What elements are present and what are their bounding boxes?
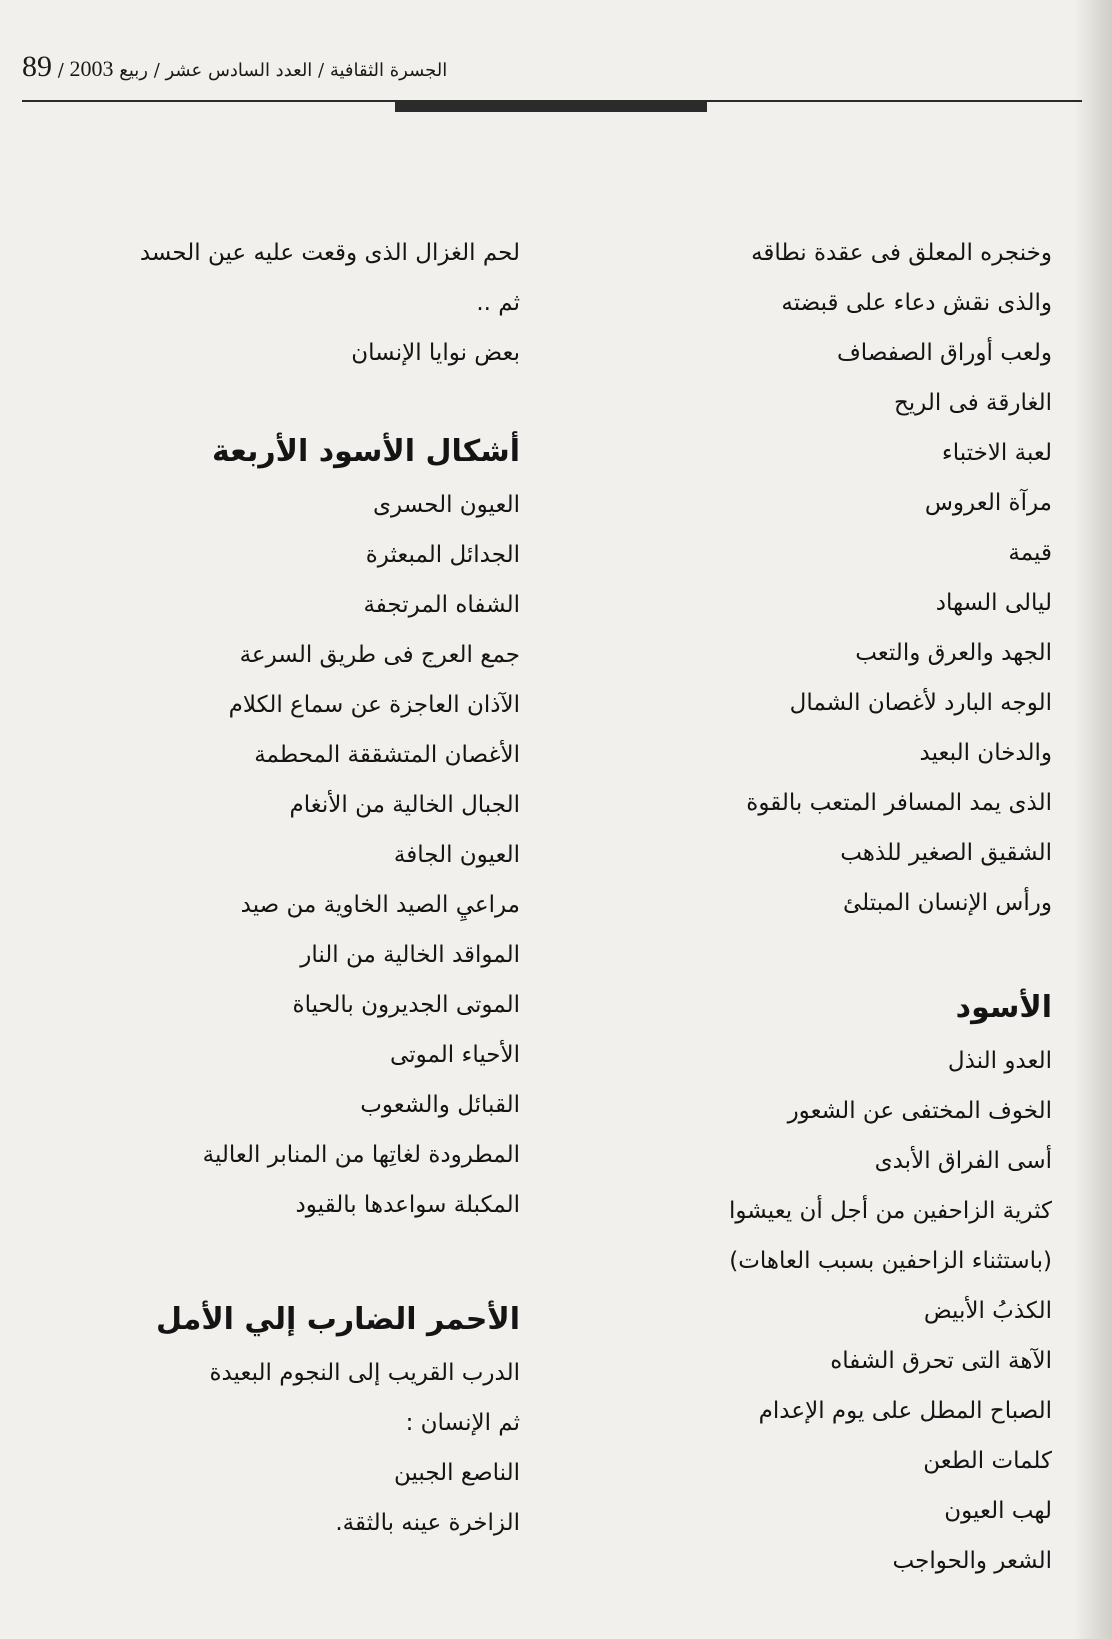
- page-number: 89: [22, 50, 52, 83]
- poem-line: كثرية الزاحفين من أجل أن يعيشوا: [728, 1198, 1052, 1224]
- poem-line: وخنجره المعلق فى عقدة نطاقه: [751, 240, 1052, 266]
- poem-line: مراعيِ الصيد الخاوية من صيد: [240, 892, 520, 918]
- poem-line: لهب العيون: [944, 1498, 1052, 1524]
- poem-line: ورأس الإنسان المبتلئ: [843, 890, 1052, 916]
- poem-line: ثم الإنسان :: [405, 1410, 520, 1436]
- poem-line: الأغصان المتشققة المحطمة: [254, 742, 520, 768]
- poem-line: الخوف المختفى عن الشعور: [787, 1098, 1052, 1124]
- poem-line: الجهد والعرق والتعب: [855, 640, 1052, 666]
- poem-line: الآذان العاجزة عن سماع الكلام: [228, 692, 520, 718]
- poem-line: الجدائل المبعثرة: [365, 542, 520, 568]
- page-edge-shadow: [1074, 0, 1112, 1639]
- poem-line: العيون الجافة: [393, 842, 520, 868]
- poem-line: الناصع الجبين: [393, 1460, 520, 1486]
- poem-line: الجبال الخالية من الأنغام: [289, 792, 520, 818]
- poem-line: الآهة التى تحرق الشفاه: [830, 1348, 1052, 1374]
- poem-stanza-intro: [582, 228, 1052, 928]
- poem-line: ثم ..: [476, 290, 520, 316]
- poem-line: بعض نوايا الإنسان: [351, 340, 520, 366]
- poem-line: الدرب القريب إلى النجوم البعيدة: [209, 1360, 520, 1386]
- poem-line: القبائل والشعوب: [360, 1092, 520, 1118]
- poem-line: الذى يمد المسافر المتعب بالقوة: [746, 790, 1052, 816]
- poem-line: العيون الحسرى: [373, 492, 520, 518]
- poem-line: الصباح المطل على يوم الإعدام: [758, 1398, 1052, 1424]
- section-heading-black: الأسود: [955, 990, 1052, 1025]
- poem-stanza-black: [582, 1036, 1052, 1586]
- journal-title: الجسرة الثقافية / العدد السادس عشر / ربيع: [119, 60, 448, 81]
- poem-stanza-red: [100, 1348, 520, 1548]
- poem-line: المطرودة لغاتِها من المنابر العالية: [202, 1142, 520, 1168]
- poem-stanza-four-blacks: [100, 480, 520, 1230]
- poem-line: الكذبُ الأبيض: [923, 1298, 1052, 1324]
- poem-line: أسى الفراق الأبدى: [874, 1148, 1052, 1174]
- right-column: [582, 228, 1052, 1586]
- poem-line: الزاخرة عينه بالثقة.: [335, 1510, 520, 1536]
- header-text: 89 / 2003 الجسرة الثقافية / العدد السادس عشر / ربيع: [22, 50, 448, 83]
- poem-line: الغارقة فى الريح: [893, 390, 1052, 416]
- section-heading-red: الأحمر الضارب إلي الأمل: [155, 1302, 520, 1337]
- poem-line: الشقيق الصغير للذهب: [840, 840, 1052, 866]
- poem-line: الأحياء الموتى: [390, 1042, 520, 1068]
- poem-line: مرآة العروس: [924, 490, 1052, 516]
- poem-line: ليالى السهاد: [935, 590, 1052, 616]
- poem-line: العدو النذل: [947, 1048, 1052, 1074]
- section-heading-four-blacks: أشكال الأسود الأربعة: [211, 434, 520, 469]
- poem-line: المكبلة سواعدها بالقيود: [295, 1192, 520, 1218]
- poem-line: الشفاه المرتجفة: [363, 592, 520, 618]
- poem-line: كلمات الطعن: [923, 1448, 1052, 1474]
- poem-line: (باستثناء الزاحفين بسبب العاهات): [729, 1248, 1052, 1274]
- running-header: [22, 50, 702, 94]
- poem-line: قيمة: [1008, 540, 1052, 566]
- poem-line: والدخان البعيد: [919, 740, 1052, 766]
- poem-stanza-continuation: [100, 228, 520, 378]
- poem-line: الوجه البارد لأغصان الشمال: [789, 690, 1052, 716]
- header-year: 2003: [69, 56, 114, 81]
- poem-line: الموتى الجديرون بالحياة: [292, 992, 520, 1018]
- poem-line: لعبة الاختباء: [941, 440, 1052, 466]
- poem-line: المواقد الخالية من النار: [300, 942, 520, 968]
- poem-line: لحم الغزال الذى وقعت عليه عين الحسد: [139, 240, 520, 266]
- poem-line: جمع العرج فى طريق السرعة: [239, 642, 520, 668]
- header-rule-accent: [395, 100, 707, 112]
- poem-line: الشعر والحواجب: [892, 1548, 1052, 1574]
- left-column: [100, 228, 520, 1548]
- poem-line: ولعب أوراق الصفصاف: [836, 340, 1052, 366]
- poem-line: والذى نقش دعاء على قبضته: [781, 290, 1052, 316]
